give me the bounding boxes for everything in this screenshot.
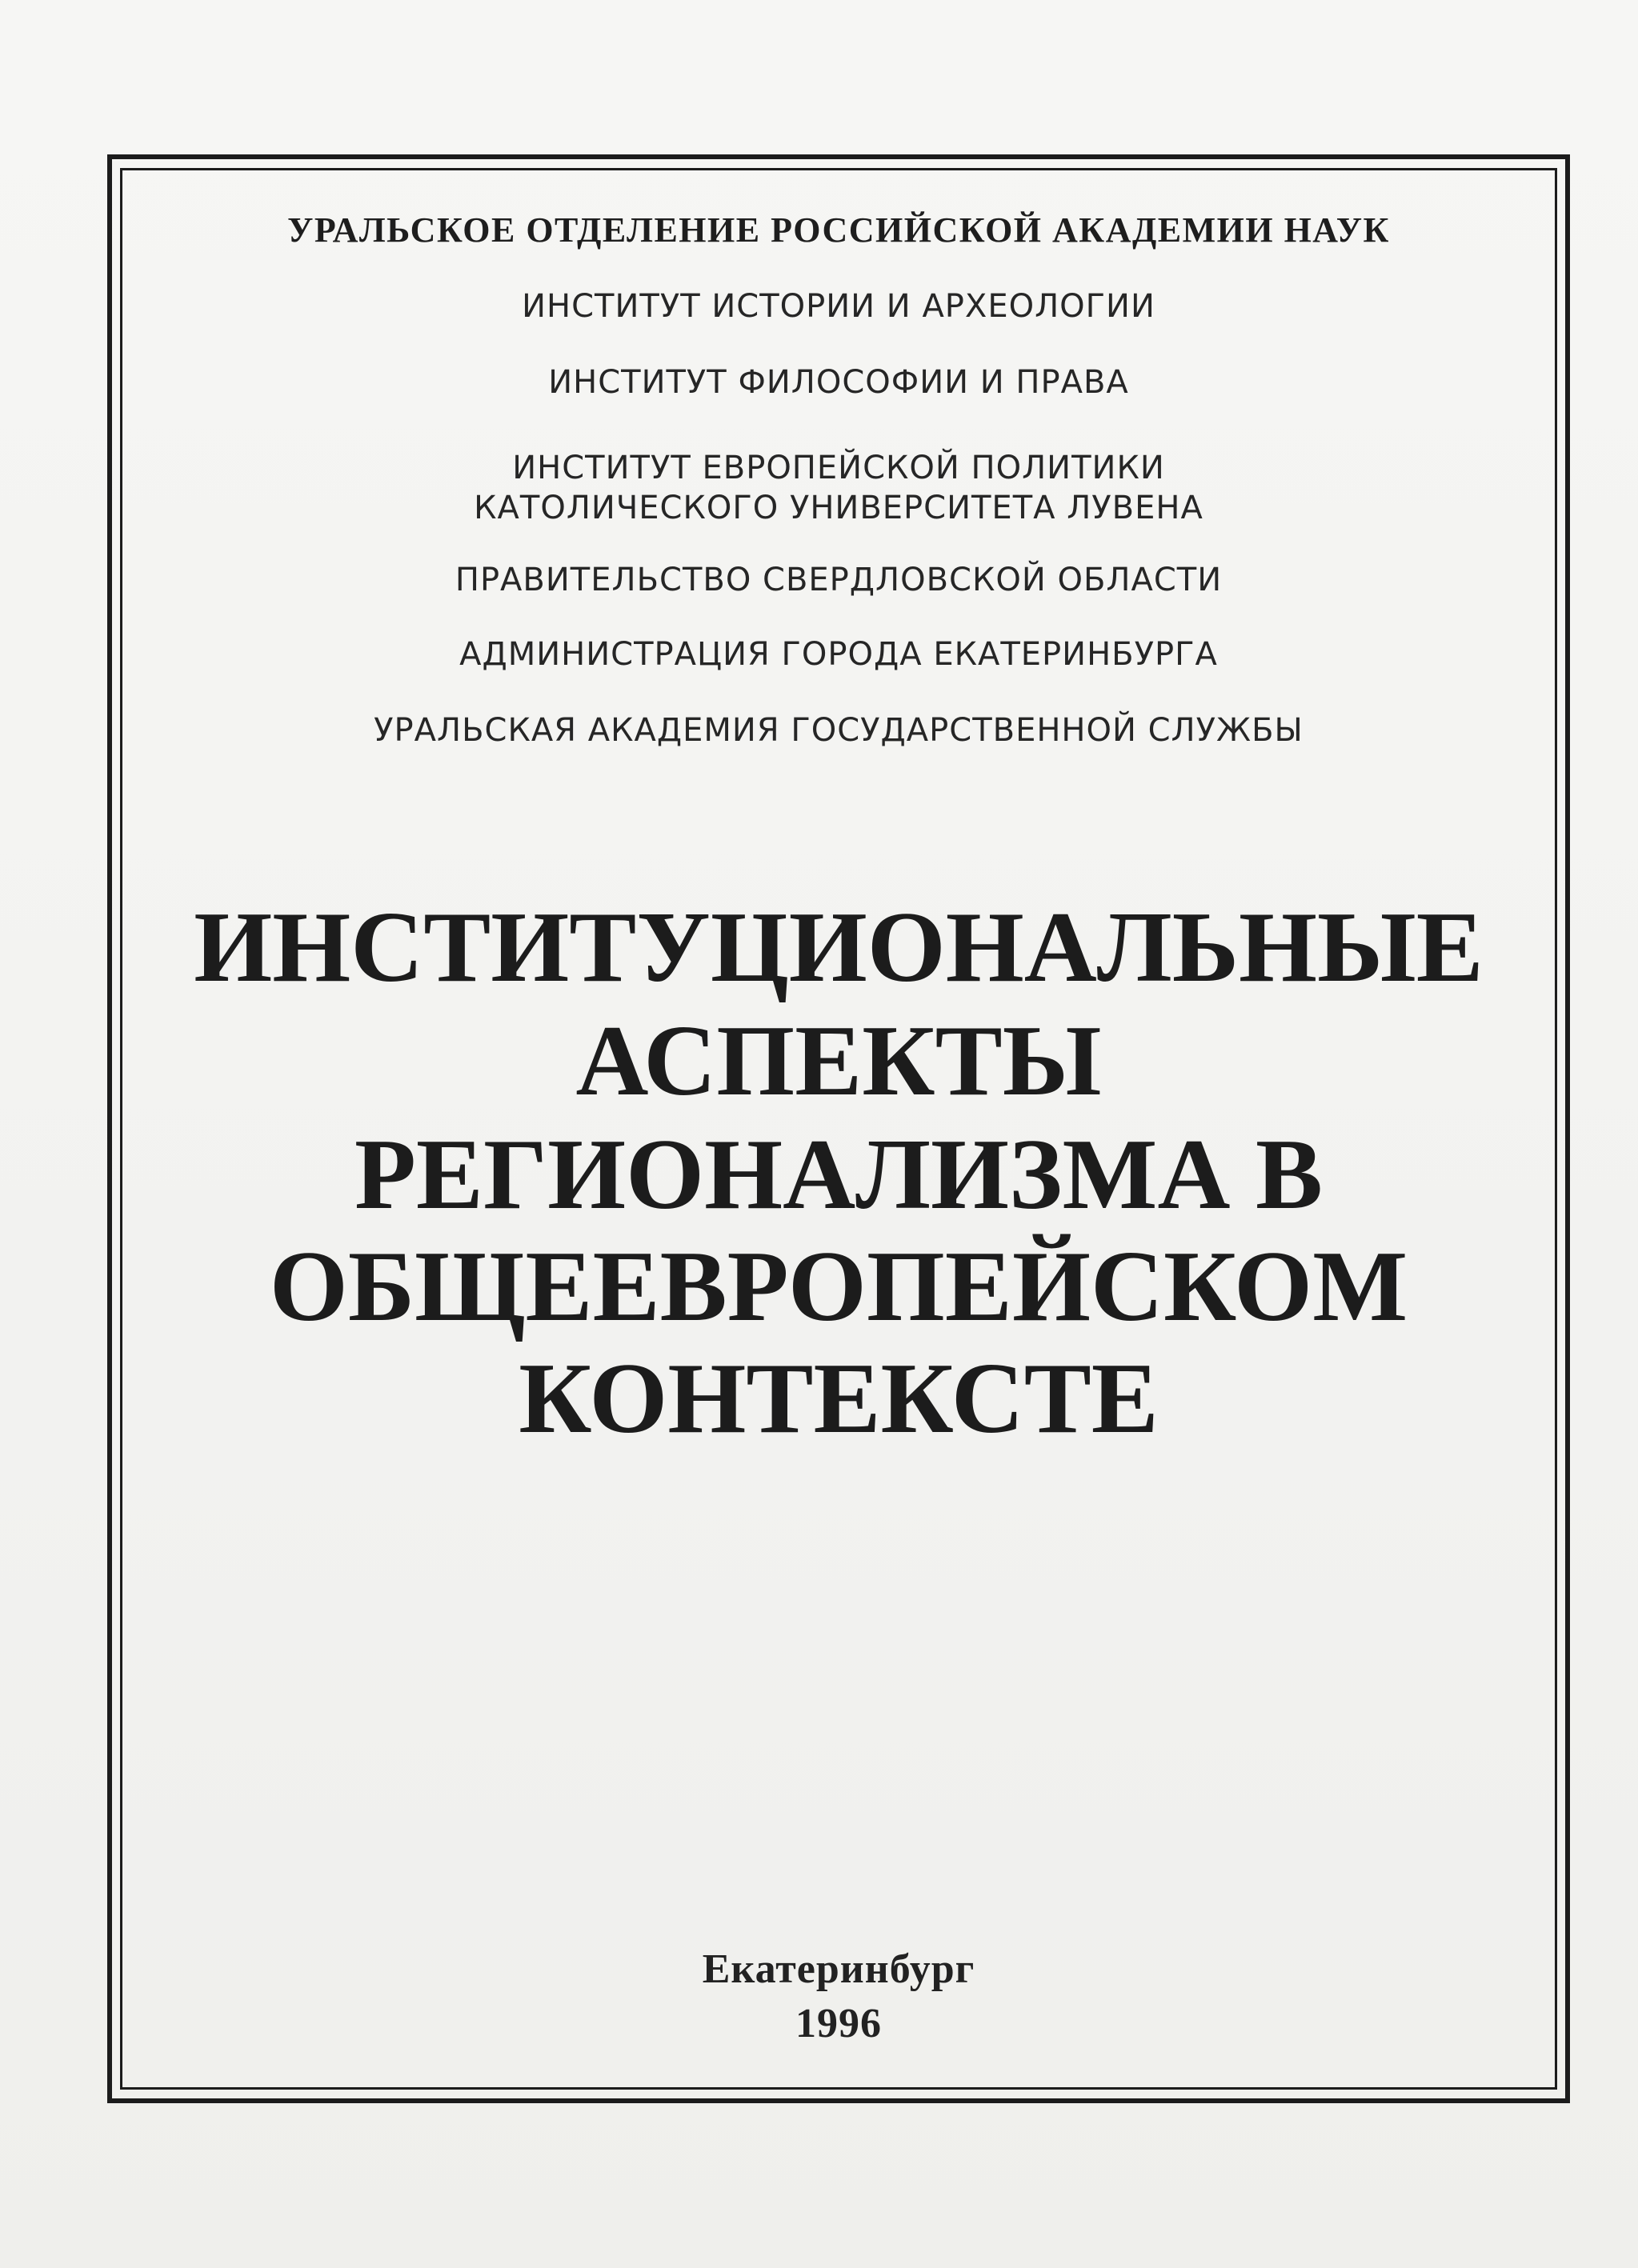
title-line: АСПЕКТЫ: [575, 1006, 1102, 1117]
imprint-city: Екатеринбург: [702, 1946, 975, 1992]
title-line: ИНСТИТУЦИОНАЛЬНЫЕ: [194, 892, 1484, 1003]
org-item: КАТОЛИЧЕСКОГО УНИВЕРСИТЕТА ЛУВЕНА: [474, 490, 1203, 526]
title-line: ОБЩЕЕВРОПЕЙСКОМ: [269, 1231, 1408, 1342]
org-item: ИНСТИТУТ ИСТОРИИ И АРХЕОЛОГИИ: [522, 288, 1155, 325]
title-line: КОНТЕКСТЕ: [519, 1343, 1159, 1454]
org-item: АДМИНИСТРАЦИЯ ГОРОДА ЕКАТЕРИНБУРГА: [459, 636, 1218, 673]
title-line: РЕГИОНАЛИЗМА В: [354, 1119, 1324, 1230]
org-item: УРАЛЬСКАЯ АКАДЕМИЯ ГОСУДАРСТВЕННОЙ СЛУЖБЫ: [374, 712, 1304, 749]
org-item: ИНСТИТУТ ФИЛОСОФИИ И ПРАВА: [548, 364, 1129, 401]
org-main-heading: УРАЛЬСКОЕ ОТДЕЛЕНИЕ РОССИЙСКОЙ АКАДЕМИИ НАУК: [287, 210, 1390, 250]
org-item: ИНСТИТУТ ЕВРОПЕЙСКОЙ ПОЛИТИКИ: [512, 450, 1165, 486]
imprint-year: 1996: [795, 2001, 882, 2046]
org-item: ПРАВИТЕЛЬСТВО СВЕРДЛОВСКОЙ ОБЛАСТИ: [455, 562, 1223, 598]
